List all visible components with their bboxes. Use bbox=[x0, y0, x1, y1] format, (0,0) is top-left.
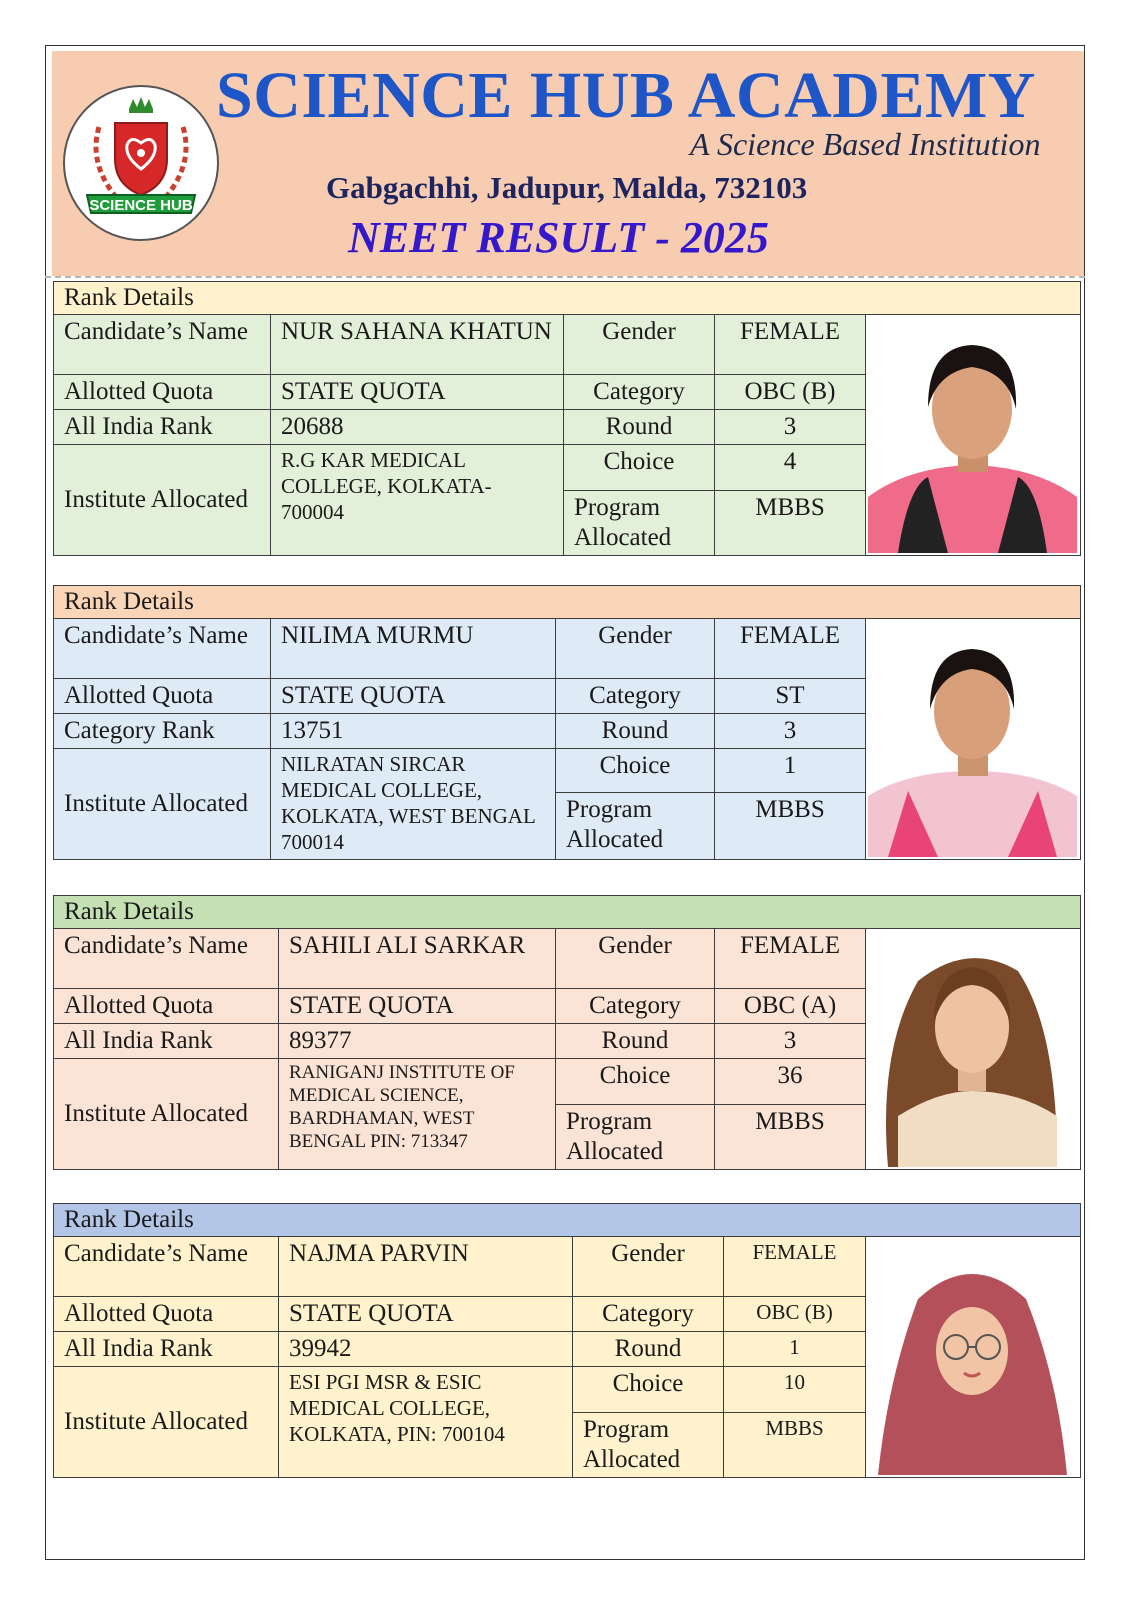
institute-value: ESI PGI MSR & ESIC MEDICAL COLLEGE, KOLKATA, PIN: 700104 bbox=[279, 1367, 573, 1478]
candidate-name-label: Candidate’s Name bbox=[54, 315, 271, 375]
academy-address: Gabgachhi, Jadupur, Malda, 732103 bbox=[326, 170, 808, 205]
result-title: NEET RESULT - 2025 bbox=[348, 213, 769, 262]
category-label: Category bbox=[564, 375, 715, 410]
institute-value: R.G KAR MEDICAL COLLEGE, KOLKATA-700004 bbox=[271, 445, 564, 556]
program-value: MBBS bbox=[715, 491, 866, 556]
header-divider bbox=[45, 276, 1085, 278]
round-label: Round bbox=[573, 1332, 724, 1367]
category-value: ST bbox=[715, 679, 866, 714]
choice-value: 1 bbox=[715, 749, 866, 793]
rank-value: 13751 bbox=[271, 714, 556, 749]
choice-label: Choice bbox=[573, 1367, 724, 1413]
institute-label: Institute Allocated bbox=[54, 1059, 279, 1170]
candidate-name-label: Candidate’s Name bbox=[54, 1237, 279, 1297]
candidate-name-label: Candidate’s Name bbox=[54, 929, 279, 989]
round-label: Round bbox=[556, 1024, 715, 1059]
candidate-photo-cell bbox=[866, 929, 1081, 1170]
candidate-name-value: SAHILI ALI SARKAR bbox=[279, 929, 556, 989]
logo-text: SCIENCE HUB bbox=[89, 197, 193, 214]
round-value: 1 bbox=[724, 1332, 866, 1367]
category-label: Category bbox=[573, 1297, 724, 1332]
academy-logo-icon bbox=[65, 87, 217, 239]
candidate-name-label: Candidate’s Name bbox=[54, 619, 271, 679]
candidate-card bbox=[53, 281, 1080, 556]
rank-value: 89377 bbox=[279, 1024, 556, 1059]
allotted-quota-label: Allotted Quota bbox=[54, 989, 279, 1024]
allotted-quota-label: Allotted Quota bbox=[54, 375, 271, 410]
choice-label: Choice bbox=[556, 749, 715, 793]
choice-value: 4 bbox=[715, 445, 866, 491]
gender-label: Gender bbox=[556, 929, 715, 989]
academy-tagline: A Science Based Institution bbox=[690, 126, 1041, 162]
program-label: Program Allocated bbox=[564, 491, 715, 556]
academy-logo bbox=[63, 85, 219, 241]
category-label: Category bbox=[556, 989, 715, 1024]
rank-value: 39942 bbox=[279, 1332, 573, 1367]
candidate-card bbox=[53, 1203, 1080, 1478]
candidate-photo-cell bbox=[866, 1237, 1081, 1478]
program-label: Program Allocated bbox=[573, 1413, 724, 1478]
institute-label: Institute Allocated bbox=[54, 749, 271, 860]
candidate-photo bbox=[868, 317, 1077, 553]
category-label: Category bbox=[556, 679, 715, 714]
category-value: OBC (B) bbox=[715, 375, 866, 410]
choice-label: Choice bbox=[556, 1059, 715, 1105]
rank-details-heading: Rank Details bbox=[54, 896, 1081, 929]
gender-value: FEMALE bbox=[724, 1237, 866, 1297]
round-value: 3 bbox=[715, 1024, 866, 1059]
round-value: 3 bbox=[715, 410, 866, 445]
candidate-photo bbox=[868, 621, 1077, 857]
rank-details-heading: Rank Details bbox=[54, 1204, 1081, 1237]
program-value: MBBS bbox=[715, 792, 866, 859]
gender-value: FEMALE bbox=[715, 619, 866, 679]
program-label: Program Allocated bbox=[556, 1105, 715, 1170]
gender-label: Gender bbox=[556, 619, 715, 679]
program-value: MBBS bbox=[715, 1105, 866, 1170]
round-label: Round bbox=[556, 714, 715, 749]
candidate-photo-cell bbox=[866, 315, 1081, 556]
round-value: 3 bbox=[715, 714, 866, 749]
rank-label: All India Rank bbox=[54, 410, 271, 445]
gender-label: Gender bbox=[564, 315, 715, 375]
allotted-quota-value: STATE QUOTA bbox=[279, 989, 556, 1024]
candidate-name-value: NAJMA PARVIN bbox=[279, 1237, 573, 1297]
institute-label: Institute Allocated bbox=[54, 445, 271, 556]
gender-value: FEMALE bbox=[715, 315, 866, 375]
rank-label: All India Rank bbox=[54, 1332, 279, 1367]
candidate-name-value: NILIMA MURMU bbox=[271, 619, 556, 679]
candidate-card bbox=[53, 895, 1080, 1170]
candidate-card bbox=[53, 585, 1080, 860]
rank-details-heading: Rank Details bbox=[54, 282, 1081, 315]
program-label: Program Allocated bbox=[556, 792, 715, 859]
institute-value: RANIGANJ INSTITUTE OF MEDICAL SCIENCE, BARDHAMAN, WEST BENGAL PIN: 713347 bbox=[279, 1059, 556, 1170]
institute-label: Institute Allocated bbox=[54, 1367, 279, 1478]
allotted-quota-value: STATE QUOTA bbox=[279, 1297, 573, 1332]
program-value: MBBS bbox=[724, 1413, 866, 1478]
rank-details-heading: Rank Details bbox=[54, 586, 1081, 619]
candidate-photo bbox=[868, 931, 1077, 1167]
choice-value: 10 bbox=[724, 1367, 866, 1413]
rank-label: Category Rank bbox=[54, 714, 271, 749]
category-value: OBC (A) bbox=[715, 989, 866, 1024]
choice-value: 36 bbox=[715, 1059, 866, 1105]
round-label: Round bbox=[564, 410, 715, 445]
candidate-photo bbox=[868, 1239, 1077, 1475]
candidate-name-value: NUR SAHANA KHATUN bbox=[271, 315, 564, 375]
rank-label: All India Rank bbox=[54, 1024, 279, 1059]
allotted-quota-label: Allotted Quota bbox=[54, 1297, 279, 1332]
category-value: OBC (B) bbox=[724, 1297, 866, 1332]
candidate-photo-cell bbox=[866, 619, 1081, 860]
choice-label: Choice bbox=[564, 445, 715, 491]
allotted-quota-label: Allotted Quota bbox=[54, 679, 271, 714]
allotted-quota-value: STATE QUOTA bbox=[271, 375, 564, 410]
rank-value: 20688 bbox=[271, 410, 564, 445]
gender-label: Gender bbox=[573, 1237, 724, 1297]
allotted-quota-value: STATE QUOTA bbox=[271, 679, 556, 714]
academy-title: SCIENCE HUB ACADEMY bbox=[216, 59, 1036, 132]
gender-value: FEMALE bbox=[715, 929, 866, 989]
institute-value: NILRATAN SIRCAR MEDICAL COLLEGE, KOLKATA, WEST BENGAL 700014 bbox=[271, 749, 556, 860]
